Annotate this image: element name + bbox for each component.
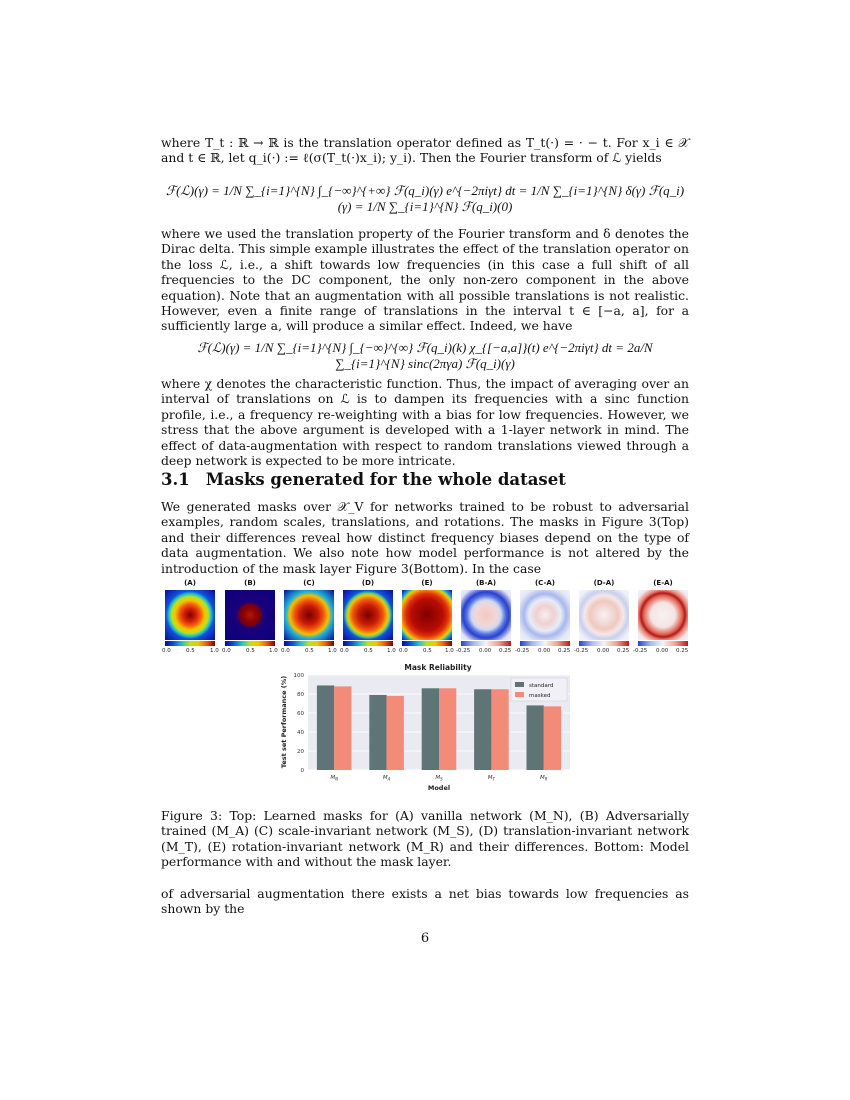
section-heading <box>161 470 566 489</box>
paragraph-translation-operator: where T_t : ℝ → ℝ is the translation operator defined as T_t(·) = · − t. For x_i ∈ 𝒳 and t ∈ ℝ, let q_i(·) := ℓ(σ(T_t(·)x_i); y_i). Then the Fourier transform of ℒ yields <box>161 135 689 166</box>
colorbar-tick: 0.5 <box>246 648 255 654</box>
mask-image-d-minus-a <box>579 590 629 640</box>
colorbar-jet <box>165 641 215 646</box>
colorbar-tick: 0.0 <box>399 648 408 654</box>
y-tick-label: 20 <box>297 749 304 755</box>
colorbar-diverging <box>520 641 570 646</box>
colorbar-tick: 1.0 <box>210 648 219 654</box>
x-tick-label: $M_S$ <box>435 775 443 782</box>
mask-image-b <box>225 590 275 640</box>
section-title: Masks generated for the whole dataset <box>205 470 566 489</box>
paragraph-translation-property: where we used the translation property of the Fourier transform and δ denotes the Dirac delta. This simple example illustrates the effect of the translation operator on the loss ℒ, i.e., a shift towards low frequencies (in this case a full shift of all frequencies to the DC component, the only non-zero component in the above equation). Note that an augmentation with all possible translations is not realistic. However, even a finite range of translations in the interval t ∈ [−a, a], for a sufficiently large a, will produce a similar effect. Indeed, we have <box>161 226 689 334</box>
colorbar-tick: -0.25 <box>633 648 648 654</box>
colorbar-tick: 0.25 <box>558 648 571 654</box>
mask-image-b-minus-a <box>461 590 511 640</box>
x-tick-label: $M_N$ <box>330 775 339 782</box>
colorbar-tick: -0.25 <box>515 648 530 654</box>
page-number: 6 <box>420 931 430 946</box>
colorbar-diverging <box>461 641 511 646</box>
mask-image-a <box>165 590 215 640</box>
colorbar-jet <box>225 641 275 646</box>
figure-caption: Figure 3: Top: Learned masks for (A) vanilla network (M_N), (B) Adversarially trained (M_A) (C) scale-invariant network (M_S), (D) translation-invariant network (M_T), (E) rotation-invariant network (M_R) and their differences. Bottom: Model performance with and without the mask layer. <box>161 808 689 870</box>
mask-image-c <box>284 590 334 640</box>
y-axis-label: Test set Performance (%) <box>280 675 288 769</box>
colorbar-tick: 0.5 <box>423 648 432 654</box>
colorbar-tick: 0.00 <box>538 648 551 654</box>
legend-swatch-masked <box>515 692 524 697</box>
mask-image-c-minus-a <box>520 590 570 640</box>
colorbar-tick: 0.00 <box>656 648 669 654</box>
equation-fourier-sinc: ℱ(ℒ)(γ) = 1/N ∑_{i=1}^{N} ∫_{−∞}^{∞} ℱ(q_i)(k) χ_{[−a,a]}(t) e^{−2πiγt} dt = 2a/N ∑_{i=1}^{N} sinc(2πγa) ℱ(q_i)(γ) <box>197 340 653 371</box>
bar-standard-m-t <box>474 689 491 770</box>
colorbar-jet <box>284 641 334 646</box>
legend-swatch-standard <box>515 682 524 687</box>
bar-masked-m-r <box>544 706 561 770</box>
colorbar-tick: 0.00 <box>597 648 610 654</box>
bar-masked-m-t <box>491 689 508 770</box>
equation-fourier-translation: ℱ(ℒ)(γ) = 1/N ∑_{i=1}^{N} ∫_{−∞}^{+∞} ℱ(q_i)(γ) e^{−2πiγt} dt = 1/N ∑_{i=1}^{N} δ(γ) ℱ(q_i)(γ) = 1/N ∑_{i=1}^{N} ℱ(q_i)(0) <box>165 183 685 214</box>
colorbar-tick: 0.5 <box>305 648 314 654</box>
y-tick-label: 0 <box>300 768 304 774</box>
bar-masked-m-s <box>439 688 456 770</box>
legend-label-masked: masked <box>529 693 551 699</box>
panel-label: (E) <box>421 579 433 587</box>
colorbar-tick: -0.25 <box>456 648 471 654</box>
bar-standard-m-r <box>527 705 544 770</box>
colorbar-tick: 0.00 <box>479 648 492 654</box>
legend-label-standard: standard <box>529 683 554 689</box>
panel-label: (A) <box>184 579 196 587</box>
colorbar-tick: 1.0 <box>445 648 454 654</box>
x-ticks <box>330 775 547 782</box>
mask-image-e <box>402 590 452 640</box>
chart-title: Mask Reliability <box>404 663 472 672</box>
colorbar-tick: 0.0 <box>340 648 349 654</box>
colorbar-tick: 0.0 <box>222 648 231 654</box>
colorbar-tick: 0.0 <box>162 648 171 654</box>
panel-label: (E-A) <box>653 579 673 587</box>
colorbar-diverging <box>638 641 688 646</box>
bar-masked-m-n <box>334 686 351 770</box>
y-tick-label: 40 <box>297 730 304 736</box>
y-tick-label: 80 <box>297 692 304 698</box>
colorbar-tick: 1.0 <box>269 648 278 654</box>
section-number: 3.1 <box>161 470 190 489</box>
y-tick-label: 100 <box>293 673 304 679</box>
colorbar-tick: 1.0 <box>387 648 396 654</box>
colorbar-jet <box>343 641 393 646</box>
mask-reliability-chart <box>275 660 585 795</box>
panel-label: (B) <box>244 579 256 587</box>
x-axis-label: Model <box>427 784 451 792</box>
panel-label: (C) <box>303 579 315 587</box>
mask-image-e-minus-a <box>638 590 688 640</box>
x-tick-label: $M_T$ <box>487 775 496 782</box>
panel-label: (C-A) <box>534 579 556 587</box>
panel-label: (B-A) <box>475 579 497 587</box>
colorbar-tick: 0.5 <box>364 648 373 654</box>
bar-standard-m-n <box>317 685 334 770</box>
bar-standard-m-a <box>369 695 386 770</box>
paragraph-adversarial-augmentation: of adversarial augmentation there exists a net bias towards low frequencies as shown by the <box>161 886 689 917</box>
colorbar-tick: 0.25 <box>499 648 512 654</box>
colorbar-tick: 0.5 <box>186 648 195 654</box>
legend <box>511 678 567 701</box>
y-tick-label: 60 <box>297 711 304 717</box>
x-tick-label: $M_R$ <box>540 775 548 782</box>
colorbar-jet <box>402 641 452 646</box>
panel-label: (D) <box>361 579 375 587</box>
bar-masked-m-a <box>387 696 404 770</box>
y-ticks <box>294 673 305 774</box>
x-tick-label: $M_A$ <box>382 775 391 782</box>
colorbar-tick: 0.25 <box>617 648 630 654</box>
mask-image-d <box>343 590 393 640</box>
colorbar-tick: 1.0 <box>328 648 337 654</box>
panel-label: (D-A) <box>593 579 615 587</box>
bar-standard-m-s <box>422 688 439 770</box>
colorbar-tick: -0.25 <box>574 648 589 654</box>
colorbar-tick: 0.0 <box>281 648 290 654</box>
paragraph-masks-generated: We generated masks over 𝒳_V for networks trained to be robust to adversarial examples, random scales, translations, and rotations. The masks in Figure 3(Top) and their differences reveal how distinct frequency biases depend on the type of data augmentation. We also note how model performance is not altered by the introduction of the mask layer Figure 3(Bottom). In the case <box>161 499 689 576</box>
paragraph-characteristic-function: where χ denotes the characteristic function. Thus, the impact of averaging over an interval of translations on ℒ is to dampen its frequencies with a sinc function profile, i.e., a frequency re-weighting with a bias for low frequencies. However, we stress that the above argument is developed with a 1-layer network in mind. The effect of data-augmentation with respect to random translations viewed through a deep network is expected to be more intricate. <box>161 376 689 469</box>
colorbar-diverging <box>579 641 629 646</box>
colorbar-tick: 0.25 <box>676 648 689 654</box>
